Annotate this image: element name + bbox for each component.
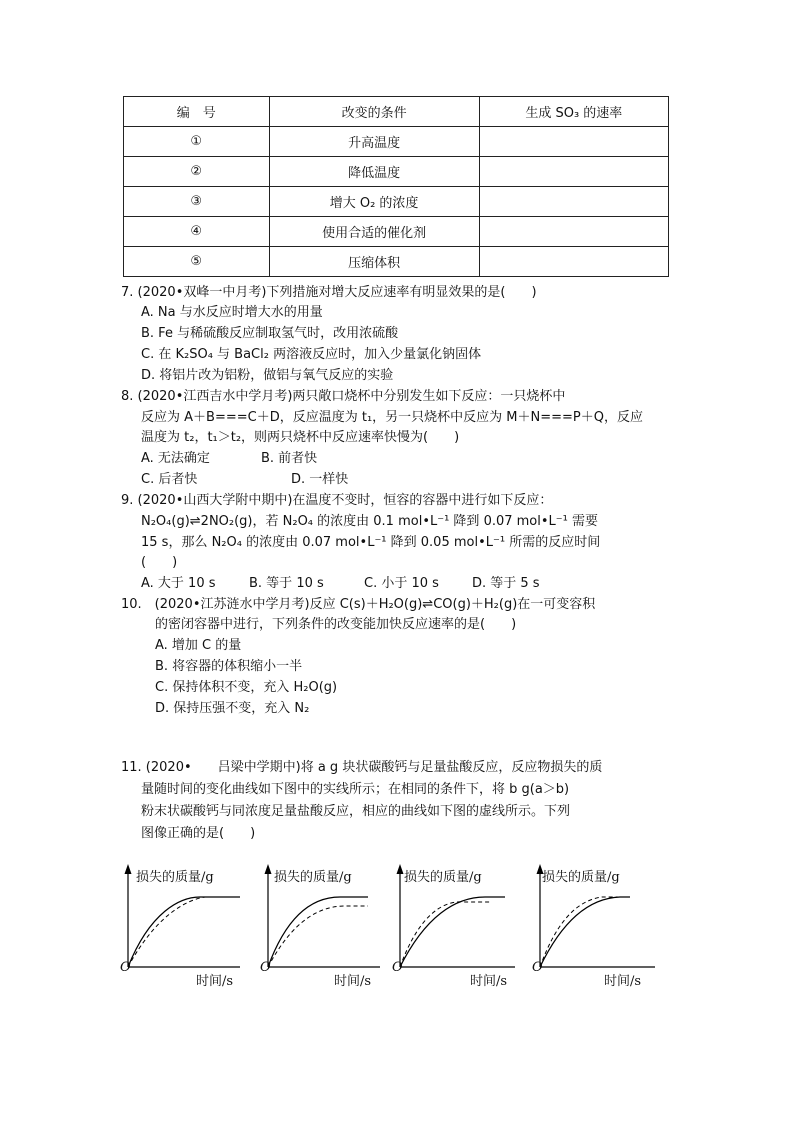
x-axis-label: 时间/s bbox=[334, 974, 372, 989]
row-number: ④ bbox=[124, 217, 270, 247]
x-axis-label: 时间/s bbox=[604, 974, 642, 989]
q9-stem-line2: N₂O₄(g)⇌2NO₂(g)，若 N₂O₄ 的浓度由 0.1 mol•L⁻¹ 降到 0.07 mol•L⁻¹ 需要 bbox=[141, 514, 598, 529]
origin-label: O bbox=[392, 960, 403, 975]
row-rate bbox=[479, 247, 668, 277]
row-rate bbox=[479, 217, 668, 247]
y-axis-label: 损失的质量/g bbox=[136, 870, 214, 885]
row-condition: 使用合适的催化剂 bbox=[269, 217, 479, 247]
q9-stem-line1: 9. (2020•山西大学附中期中)在温度不变时，恒容的容器中进行如下反应： bbox=[121, 493, 553, 508]
q10-option-a: A. 增加 C 的量 bbox=[155, 638, 242, 653]
row-rate bbox=[479, 127, 668, 157]
q7-option-b: B. Fe 与稀硫酸反应制取氢气时，改用浓硫酸 bbox=[141, 326, 399, 341]
q7-option-a: A. Na 与水反应时增大水的用量 bbox=[141, 305, 323, 320]
q11-stem-line2: 量随时间的变化曲线如下图中的实线所示；在相同的条件下，将 b g(a＞b) bbox=[141, 782, 570, 797]
q9-option-b: B. 等于 10 s bbox=[249, 576, 324, 591]
graph-option-d bbox=[530, 862, 660, 992]
table-row bbox=[124, 187, 669, 217]
row-rate bbox=[479, 187, 668, 217]
graph-option-a bbox=[110, 862, 240, 992]
q10-option-b: B. 将容器的体积缩小一半 bbox=[155, 659, 303, 674]
row-number: ① bbox=[124, 127, 270, 157]
q11-stem-line4: 图像正确的是( ) bbox=[141, 826, 256, 841]
graph-option-b bbox=[250, 862, 380, 992]
q10-stem-line2: 的密闭容器中进行，下列条件的改变能加快反应速率的是( ) bbox=[155, 617, 517, 632]
table-row bbox=[124, 247, 669, 277]
q8-stem-line1: 8. (2020•江西吉水中学月考)两只敞口烧杯中分别发生如下反应：一只烧杯中 bbox=[121, 389, 566, 404]
row-rate bbox=[479, 157, 668, 187]
q11-stem-line1: 11. (2020• 吕梁中学期中)将 a g 块状碳酸钙与足量盐酸反应，反应物损失的质 bbox=[121, 760, 603, 775]
origin-label: O bbox=[120, 960, 131, 975]
q10-option-c: C. 保持体积不变，充入 H₂O(g) bbox=[155, 680, 338, 695]
header-condition: 改变的条件 bbox=[269, 97, 479, 127]
conditions-table bbox=[123, 96, 669, 277]
q8-option-a: A. 无法确定 bbox=[141, 451, 210, 466]
q9-stem-line3: 15 s，那么 N₂O₄ 的浓度由 0.07 mol•L⁻¹ 降到 0.05 mol•L⁻¹ 所需的反应时间 bbox=[141, 535, 601, 550]
row-condition: 升高温度 bbox=[269, 127, 479, 157]
row-condition: 降低温度 bbox=[269, 157, 479, 187]
q9-option-a: A. 大于 10 s bbox=[141, 576, 216, 591]
row-condition: 压缩体积 bbox=[269, 247, 479, 277]
table-row bbox=[124, 217, 669, 247]
table-row bbox=[124, 157, 669, 187]
q8-option-c: C. 后者快 bbox=[141, 472, 198, 487]
q9-option-d: D. 等于 5 s bbox=[472, 576, 540, 591]
origin-label: O bbox=[260, 960, 271, 975]
table-row bbox=[124, 127, 669, 157]
table-header-row bbox=[124, 97, 669, 127]
q9-option-c: C. 小于 10 s bbox=[364, 576, 439, 591]
answer-graphs bbox=[110, 862, 670, 992]
x-axis-label: 时间/s bbox=[470, 974, 508, 989]
q10-option-d: D. 保持压强不变，充入 N₂ bbox=[155, 701, 310, 716]
q8-stem-line2: 反应为 A＋B===C＋D，反应温度为 t₁，另一只烧杯中反应为 M＋N===P＋Q，反应 bbox=[141, 410, 643, 425]
graph-option-c bbox=[390, 862, 520, 992]
row-number: ③ bbox=[124, 187, 270, 217]
y-axis-label: 损失的质量/g bbox=[542, 870, 620, 885]
q7-stem: 7. (2020•双峰一中月考)下列措施对增大反应速率有明显效果的是( ) bbox=[121, 285, 537, 300]
q8-stem-line3: 温度为 t₂，t₁＞t₂，则两只烧杯中反应速率快慢为( ) bbox=[141, 430, 460, 445]
header-rate: 生成 SO₃ 的速率 bbox=[479, 97, 668, 127]
q7-option-d: D. 将铝片改为铝粉，做铝与氧气反应的实验 bbox=[141, 368, 394, 383]
q10-stem-line1: 10. (2020•江苏涟水中学月考)反应 C(s)＋H₂O(g)⇌CO(g)＋H₂(g)在一可变容积 bbox=[121, 597, 596, 612]
header-number: 编 号 bbox=[124, 97, 270, 127]
q9-stem-line4: ( ) bbox=[141, 555, 178, 570]
origin-label: O bbox=[532, 960, 543, 975]
q8-option-d: D. 一样快 bbox=[291, 472, 349, 487]
y-axis-label: 损失的质量/g bbox=[274, 870, 352, 885]
row-number: ② bbox=[124, 157, 270, 187]
x-axis-label: 时间/s bbox=[196, 974, 234, 989]
q8-option-b: B. 前者快 bbox=[261, 451, 318, 466]
q7-option-c: C. 在 K₂SO₄ 与 BaCl₂ 两溶液反应时，加入少量氯化钠固体 bbox=[141, 347, 482, 362]
row-condition: 增大 O₂ 的浓度 bbox=[269, 187, 479, 217]
row-number: ⑤ bbox=[124, 247, 270, 277]
y-axis-label: 损失的质量/g bbox=[404, 870, 482, 885]
q11-stem-line3: 粉末状碳酸钙与同浓度足量盐酸反应，相应的曲线如下图的虚线所示。下列 bbox=[141, 804, 571, 819]
